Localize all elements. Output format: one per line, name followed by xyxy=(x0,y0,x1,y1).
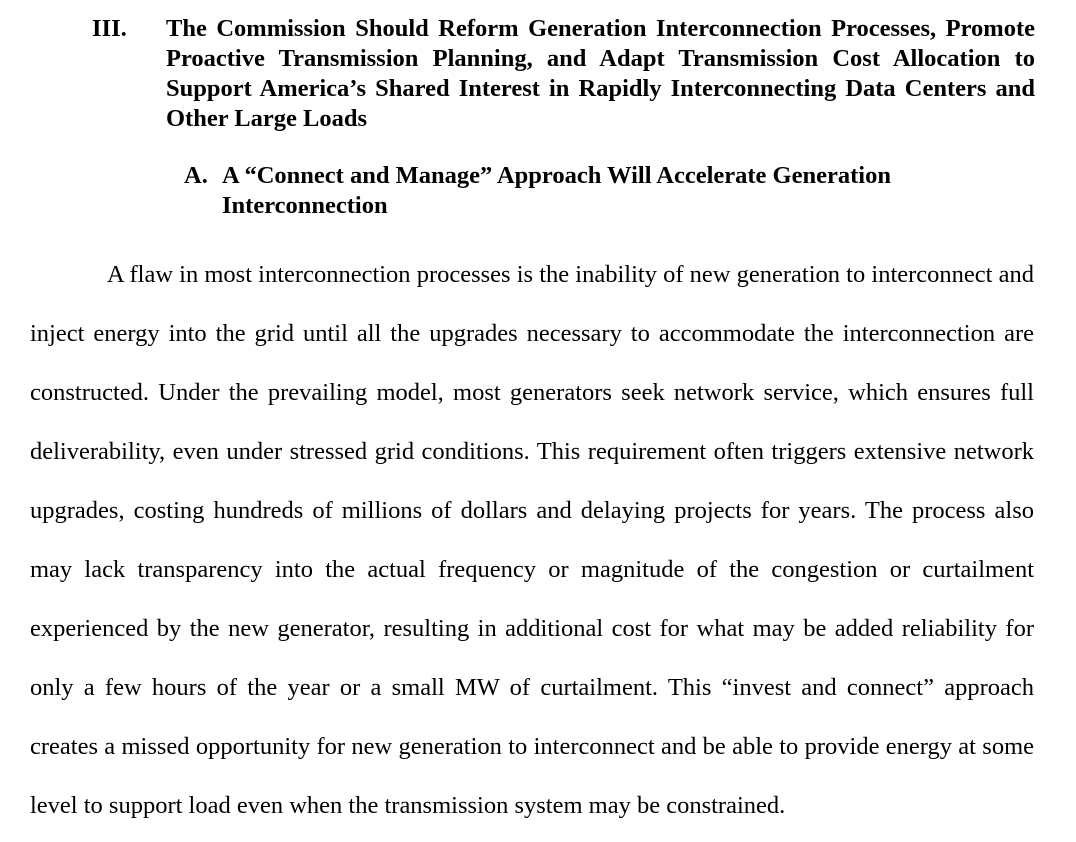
section-number: III. xyxy=(92,15,127,42)
subsection-letter: A. xyxy=(184,162,208,189)
subsection-title: A “Connect and Manage” Approach Will Accelerate Generation Interconnection xyxy=(222,162,891,219)
section-title: The Commission Should Reform Generation Interconnection Processes, Promote Proactive Transmission Planning, and Adapt Transmission Cost Allocation to Support America’s Shared Interest in Rapidly Interconnecting Data Centers and Other Large Loads xyxy=(166,15,1035,132)
body-paragraph: A flaw in most interconnection processes is the inability of new generation to interconnect and inject energy into the grid until all the upgrades necessary to accommodate the interconnection are constructed. Under the prevailing model, most generators seek network service, which ensures full deliverability, even under stressed grid conditions. This requirement often triggers extensive network upgrades, costing hundreds of millions of dollars and delaying projects for years. The process also may lack transparency into the actual frequency or magnitude of the congestion or curtailment experienced by the new generator, resulting in additional cost for what may be added reliability for only a few hours of the year or a small MW of curtailment. This “invest and connect” approach creates a missed opportunity for new generation to interconnect and be able to provide energy at some level to support load even when the transmission system may be constrained. xyxy=(30,261,1034,819)
